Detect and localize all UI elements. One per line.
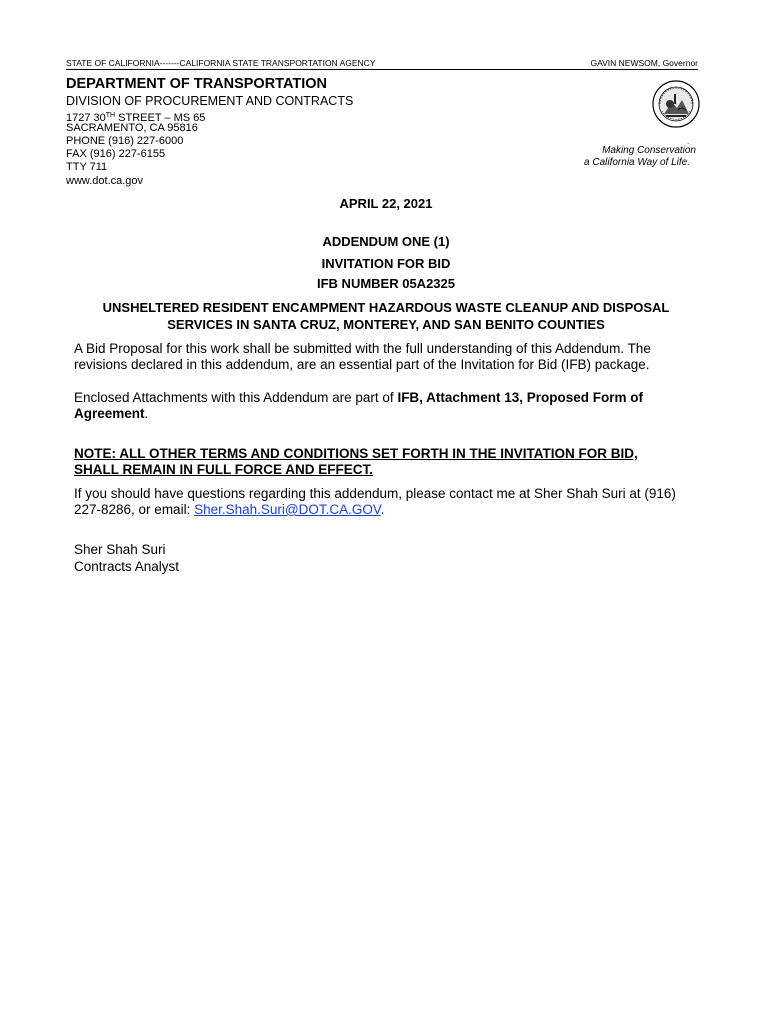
- signature-title: Contracts Analyst: [74, 559, 180, 574]
- tty-number: TTY 711: [66, 161, 108, 173]
- paragraph-line: If you should have questions regarding this addendum, please contact me at Sher Shah Suri at (916): [74, 486, 676, 501]
- fax-number: FAX (916) 227-6155: [66, 148, 166, 160]
- paragraph-line: revisions declared in this addendum, are an essential part of the Invitation for Bid (IFB) package.: [74, 357, 650, 372]
- attachments-paragraph: [74, 390, 702, 422]
- paragraph-line: [74, 390, 702, 406]
- note-line: NOTE: ALL OTHER TERMS AND CONDITIONS SET FORTH IN THE INVITATION FOR BID,: [74, 446, 638, 461]
- department-name: DEPARTMENT OF TRANSPORTATION: [66, 76, 327, 92]
- attachments-text: Enclosed Attachments with this Addendum are part of: [74, 390, 398, 405]
- dot-mark: .: [687, 137, 690, 146]
- contact-paragraph: [74, 486, 702, 518]
- address-street-superscript: TH: [105, 112, 116, 119]
- signature-name: Sher Shah Suri: [74, 542, 166, 557]
- agency-header-line: [66, 58, 698, 70]
- paragraph-line: A Bid Proposal for this work shall be submitted with the full understanding of this Addendum. The: [74, 341, 651, 356]
- address-street-number: 1727 30: [66, 112, 106, 124]
- agency-line: STATE OF CALIFORNIA-------CALIFORNIA STATE TRANSPORTATION AGENCY: [66, 58, 376, 68]
- paragraph-line: [74, 406, 702, 422]
- attachment-reference: IFB, Attachment 13, Proposed Form of: [397, 390, 643, 405]
- period: .: [380, 502, 385, 517]
- ifb-number: IFB NUMBER 05A2325: [317, 276, 455, 291]
- attachment-reference-end: Agreement: [74, 406, 145, 421]
- invitation-title: INVITATION FOR BID: [321, 256, 451, 271]
- contact-email-link[interactable]: Sher.Shah.Suri@DOT.CA.GOV: [194, 502, 381, 517]
- contact-text: 227-8286, or email:: [74, 502, 195, 517]
- slogan-line-2: a California Way of Life.: [584, 157, 690, 168]
- slogan-line-1: Making Conservation: [602, 145, 696, 156]
- paragraph-line: [74, 502, 702, 518]
- address-street-rest: STREET – MS 65: [115, 112, 206, 124]
- terms-note: [74, 446, 702, 478]
- website-link[interactable]: www.dot.ca.gov: [66, 175, 144, 187]
- addendum-title: ADDENDUM ONE (1): [322, 234, 450, 249]
- bid-proposal-paragraph: [74, 341, 702, 373]
- phone-number: PHONE (916) 227-6000: [66, 135, 184, 147]
- project-title-line-2: SERVICES IN SANTA CRUZ, MONTEREY, AND SAN BENITO COUNTIES: [167, 317, 605, 332]
- document-date: APRIL 22, 2021: [339, 196, 433, 211]
- address-city: SACRAMENTO, CA 95816: [66, 122, 198, 134]
- division-name: DIVISION OF PROCUREMENT AND CONTRACTS: [66, 94, 354, 108]
- governor-line: GAVIN NEWSOM, Governor: [590, 58, 698, 68]
- note-line: SHALL REMAIN IN FULL FORCE AND EFFECT.: [74, 462, 373, 477]
- period: .: [144, 406, 149, 421]
- project-title-line-1: UNSHELTERED RESIDENT ENCAMPMENT HAZARDOUS WASTE CLEANUP AND DISPOSAL: [102, 300, 670, 315]
- california-seal-icon: [652, 80, 700, 128]
